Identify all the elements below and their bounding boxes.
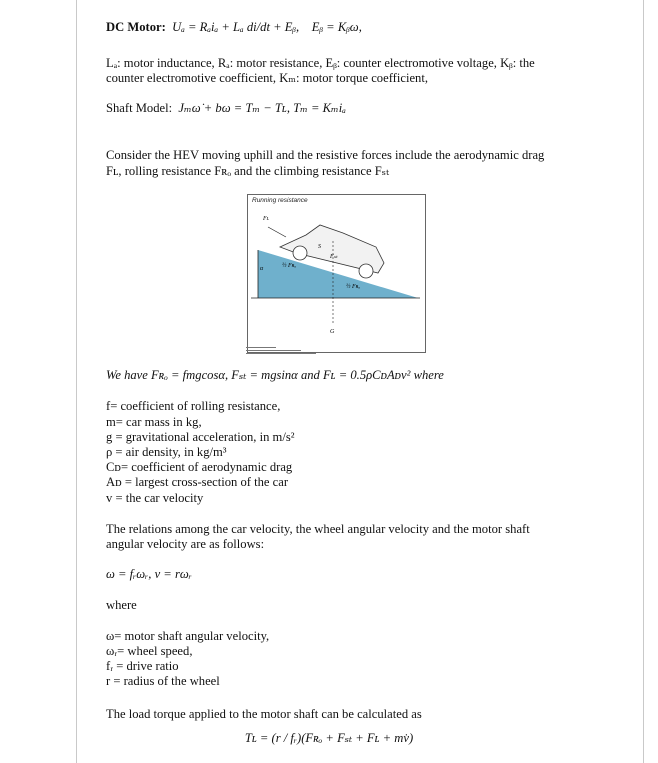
- figure-credit-marks: [246, 345, 316, 354]
- var-line-3: g = gravitational acceleration, in m/s²: [106, 430, 295, 444]
- label-half-fro-rear: ½ Fʀₒ: [282, 263, 297, 269]
- rear-wheel: [293, 246, 307, 260]
- running-resistance-figure: [247, 194, 426, 353]
- label-half-fro-front: ½ Fʀₒ: [346, 284, 361, 290]
- figure-caption: Running resistance: [252, 197, 308, 204]
- drag-arrow: [268, 227, 286, 237]
- var-line-6: Aᴅ = largest cross-section of the car: [106, 475, 289, 489]
- def2-line-4: r = radius of the wheel: [106, 674, 220, 688]
- definitions-line-2: counter electromotive coefficient, Kₘ: motor torque coefficient,: [106, 71, 428, 85]
- dc-motor-line: [106, 19, 362, 35]
- shaft-model-equation: Jₘω̇ + bω = Tₘ − Tʟ, Tₘ = Kₘiₐ: [178, 101, 346, 115]
- def2-line-2: ωᵣ= wheel speed,: [106, 644, 193, 658]
- relations-line-2: angular velocity are as follows:: [106, 537, 265, 551]
- var-line-7: v = the car velocity: [106, 491, 204, 505]
- var-line-4: ρ = air density, in kg/m³: [106, 445, 227, 459]
- definitions-line-1: Lₐ: motor inductance, Rₐ: motor resistance, Eᵦ: counter electromotive voltage, Kᵦ: the: [106, 56, 535, 70]
- label-fst: Fₛₜ: [330, 254, 338, 260]
- var-line-2: m= car mass in kg,: [106, 415, 202, 429]
- dc-motor-equation: Uₐ = Rₐiₐ + Lₐ di/dt + Eᵦ,: [172, 20, 300, 34]
- label-alpha: α: [260, 266, 264, 272]
- where-label: where: [106, 598, 137, 612]
- def2-line-1: ω= motor shaft angular velocity,: [106, 629, 270, 643]
- var-line-5: Cᴅ= coefficient of aerodynamic drag: [106, 460, 293, 474]
- we-have-text: We have Fʀₒ = fmgcosα, Fₛₜ = mgsinα and Fʟ = 0.5ρCᴅAᴅv² where: [106, 368, 444, 382]
- shaft-model-label: Shaft Model:: [106, 101, 173, 115]
- hev-line-2: Fʟ, rolling resistance Fʀₒ and the climbing resistance Fₛₜ: [106, 164, 390, 178]
- hev-line-1: Consider the HEV moving uphill and the resistive forces include the aerodynamic drag: [106, 148, 545, 162]
- counter-emf-equation: Eᵦ = Kᵦω,: [311, 20, 362, 34]
- incline-diagram: [248, 195, 425, 352]
- label-fl: Fʟ: [263, 216, 270, 222]
- var-line-1: f= coefficient of rolling resistance,: [106, 399, 281, 413]
- label-s: S: [318, 244, 321, 250]
- load-torque-equation: Tʟ = (r / fᵣ)(Fʀₒ + Fₛₜ + Fʟ + mv̇): [244, 731, 414, 745]
- relations-line-1: The relations among the car velocity, the wheel angular velocity and the motor shaft: [106, 522, 530, 536]
- front-wheel: [359, 264, 373, 278]
- def2-line-3: fᵣ = drive ratio: [106, 659, 179, 673]
- dc-motor-label: DC Motor:: [106, 20, 166, 34]
- label-g: G: [330, 329, 335, 335]
- shaft-model-line: [106, 100, 346, 116]
- we-have-line: [106, 367, 444, 383]
- omega-equation: ω = fᵣωᵣ, v = rωᵣ: [106, 567, 192, 581]
- load-torque-line: The load torque applied to the motor shaft can be calculated as: [106, 707, 422, 721]
